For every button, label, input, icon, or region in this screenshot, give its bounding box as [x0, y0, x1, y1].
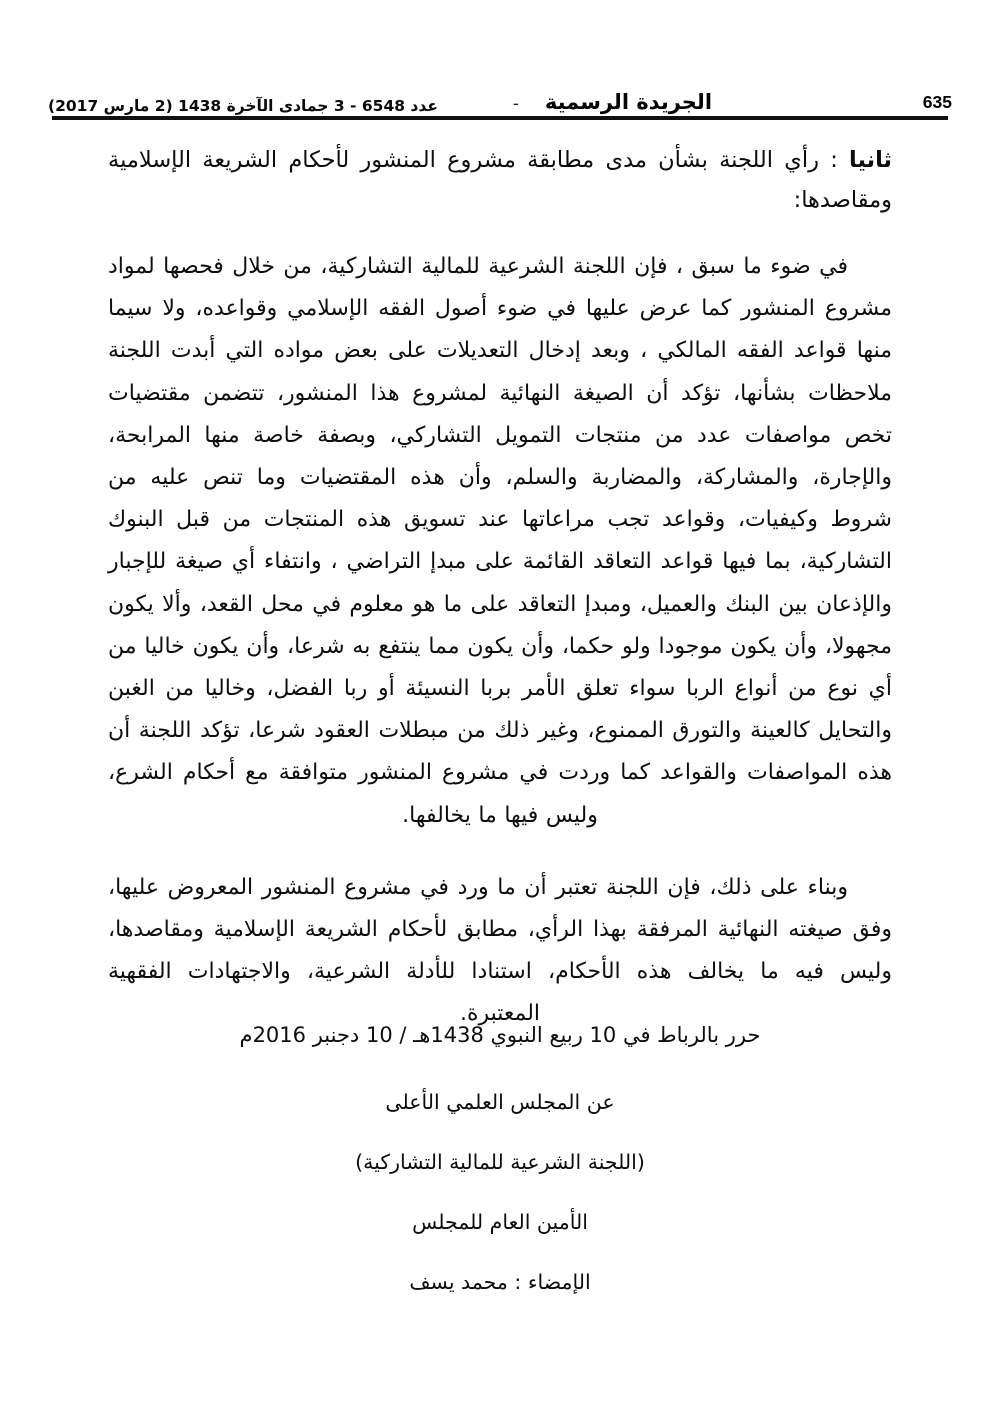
- document-body: [108, 140, 892, 1036]
- date-line: حرر بالرباط في 10 ربيع النبوي 1438هـ / 10 دجنبر 2016م: [239, 1023, 761, 1047]
- paragraph-2: وبناء على ذلك، فإن اللجنة تعتبر أن ما ورد في مشروع المنشور المعروض عليها، وفق صيغته النهائية المرفقة بهذا الرأي، مطابق لأحكام الشريعة الإسلامية ومقاصدها، وليس فيه ما يخالف هذه الأحكام، استنادا للأدلة الشرعية، والاجتهادات الفقهية المعتبرة.: [108, 874, 892, 1027]
- closing-block: [108, 1018, 892, 1298]
- committee-name: (اللجنة الشرعية للمالية التشاركية): [355, 1150, 645, 1174]
- section-heading-text: : رأي اللجنة بشأن مدى مطابقة مشروع المنشور لأحكام الشريعة الإسلامية ومقاصدها:: [108, 147, 892, 213]
- page-number: 635: [922, 92, 952, 112]
- paragraph-1: في ضوء ما سبق ، فإن اللجنة الشرعية للمالية التشاركية، من خلال فحصها لمواد مشروع المنشور كما عرض عليها في ضوء أصول الفقه الإسلامي وقواعده، ولا سيما منها قواعد الفقه المالكي ، وبعد إدخال التعديلات على بعض مواده التي أبدت اللجنة ملاحظات بشأنها، تؤكد أن الصيغة النهائية لمشروع هذا المنشور، تتضمن مقتضيات تخص مواصفات عدد من منتجات التمويل التشاركي، وبصفة خاصة منها المرابحة، والإجارة، والمشاركة، والمضاربة والسلم، وأن هذه المقتضيات وما تنص عليه من شروط وكيفيات، وقواعد تجب مراعاتها عند تسويق هذه المنتجات من قبل البنوك التشاركية، بما فيها قواعد التعاقد القائمة على مبدإ التراضي ، وانتفاء أي صيغة للإجبار والإذعان بين البنك والعميل، ومبدإ التعاقد على ما هو معلوم في محل القعد، وألا يكون مجهولا، وأن يكون موجودا ولو حكما، وأن يكون مما ينتفع به شرعا، وأن يكون خاليا من أي نوع من أنواع الربا سواء تعلق الأمر بربا النسيئة أو ربا الفضل، وخاليا من الغبن والتحايل كالعينة والتورق الممنوع، وغير ذلك من مبطلات العقود شرعا، تؤكد اللجنة أن هذه المواصفات والقواعد كما وردت في مشروع المنشور متوافقة مع أحكام الشرع، وليس فيها ما يخالفها.: [108, 254, 892, 828]
- running-head-center: [513, 90, 712, 114]
- header-dash: -: [512, 94, 519, 114]
- section-heading-lead: ثانيا: [849, 147, 892, 173]
- header-rule: [52, 116, 948, 120]
- signature-line: الإمضاء : محمد يسف: [409, 1270, 591, 1294]
- signatory-role: الأمين العام للمجلس: [412, 1210, 588, 1234]
- journal-title: الجريدة الرسمية: [544, 90, 713, 114]
- running-head: [48, 84, 952, 114]
- issuing-authority: عن المجلس العلمي الأعلى: [385, 1090, 615, 1114]
- issue-date-line: عدد 6548 - 3 جمادى الآخرة 1438 (2 مارس 2017): [48, 97, 438, 115]
- section-heading: [108, 140, 892, 220]
